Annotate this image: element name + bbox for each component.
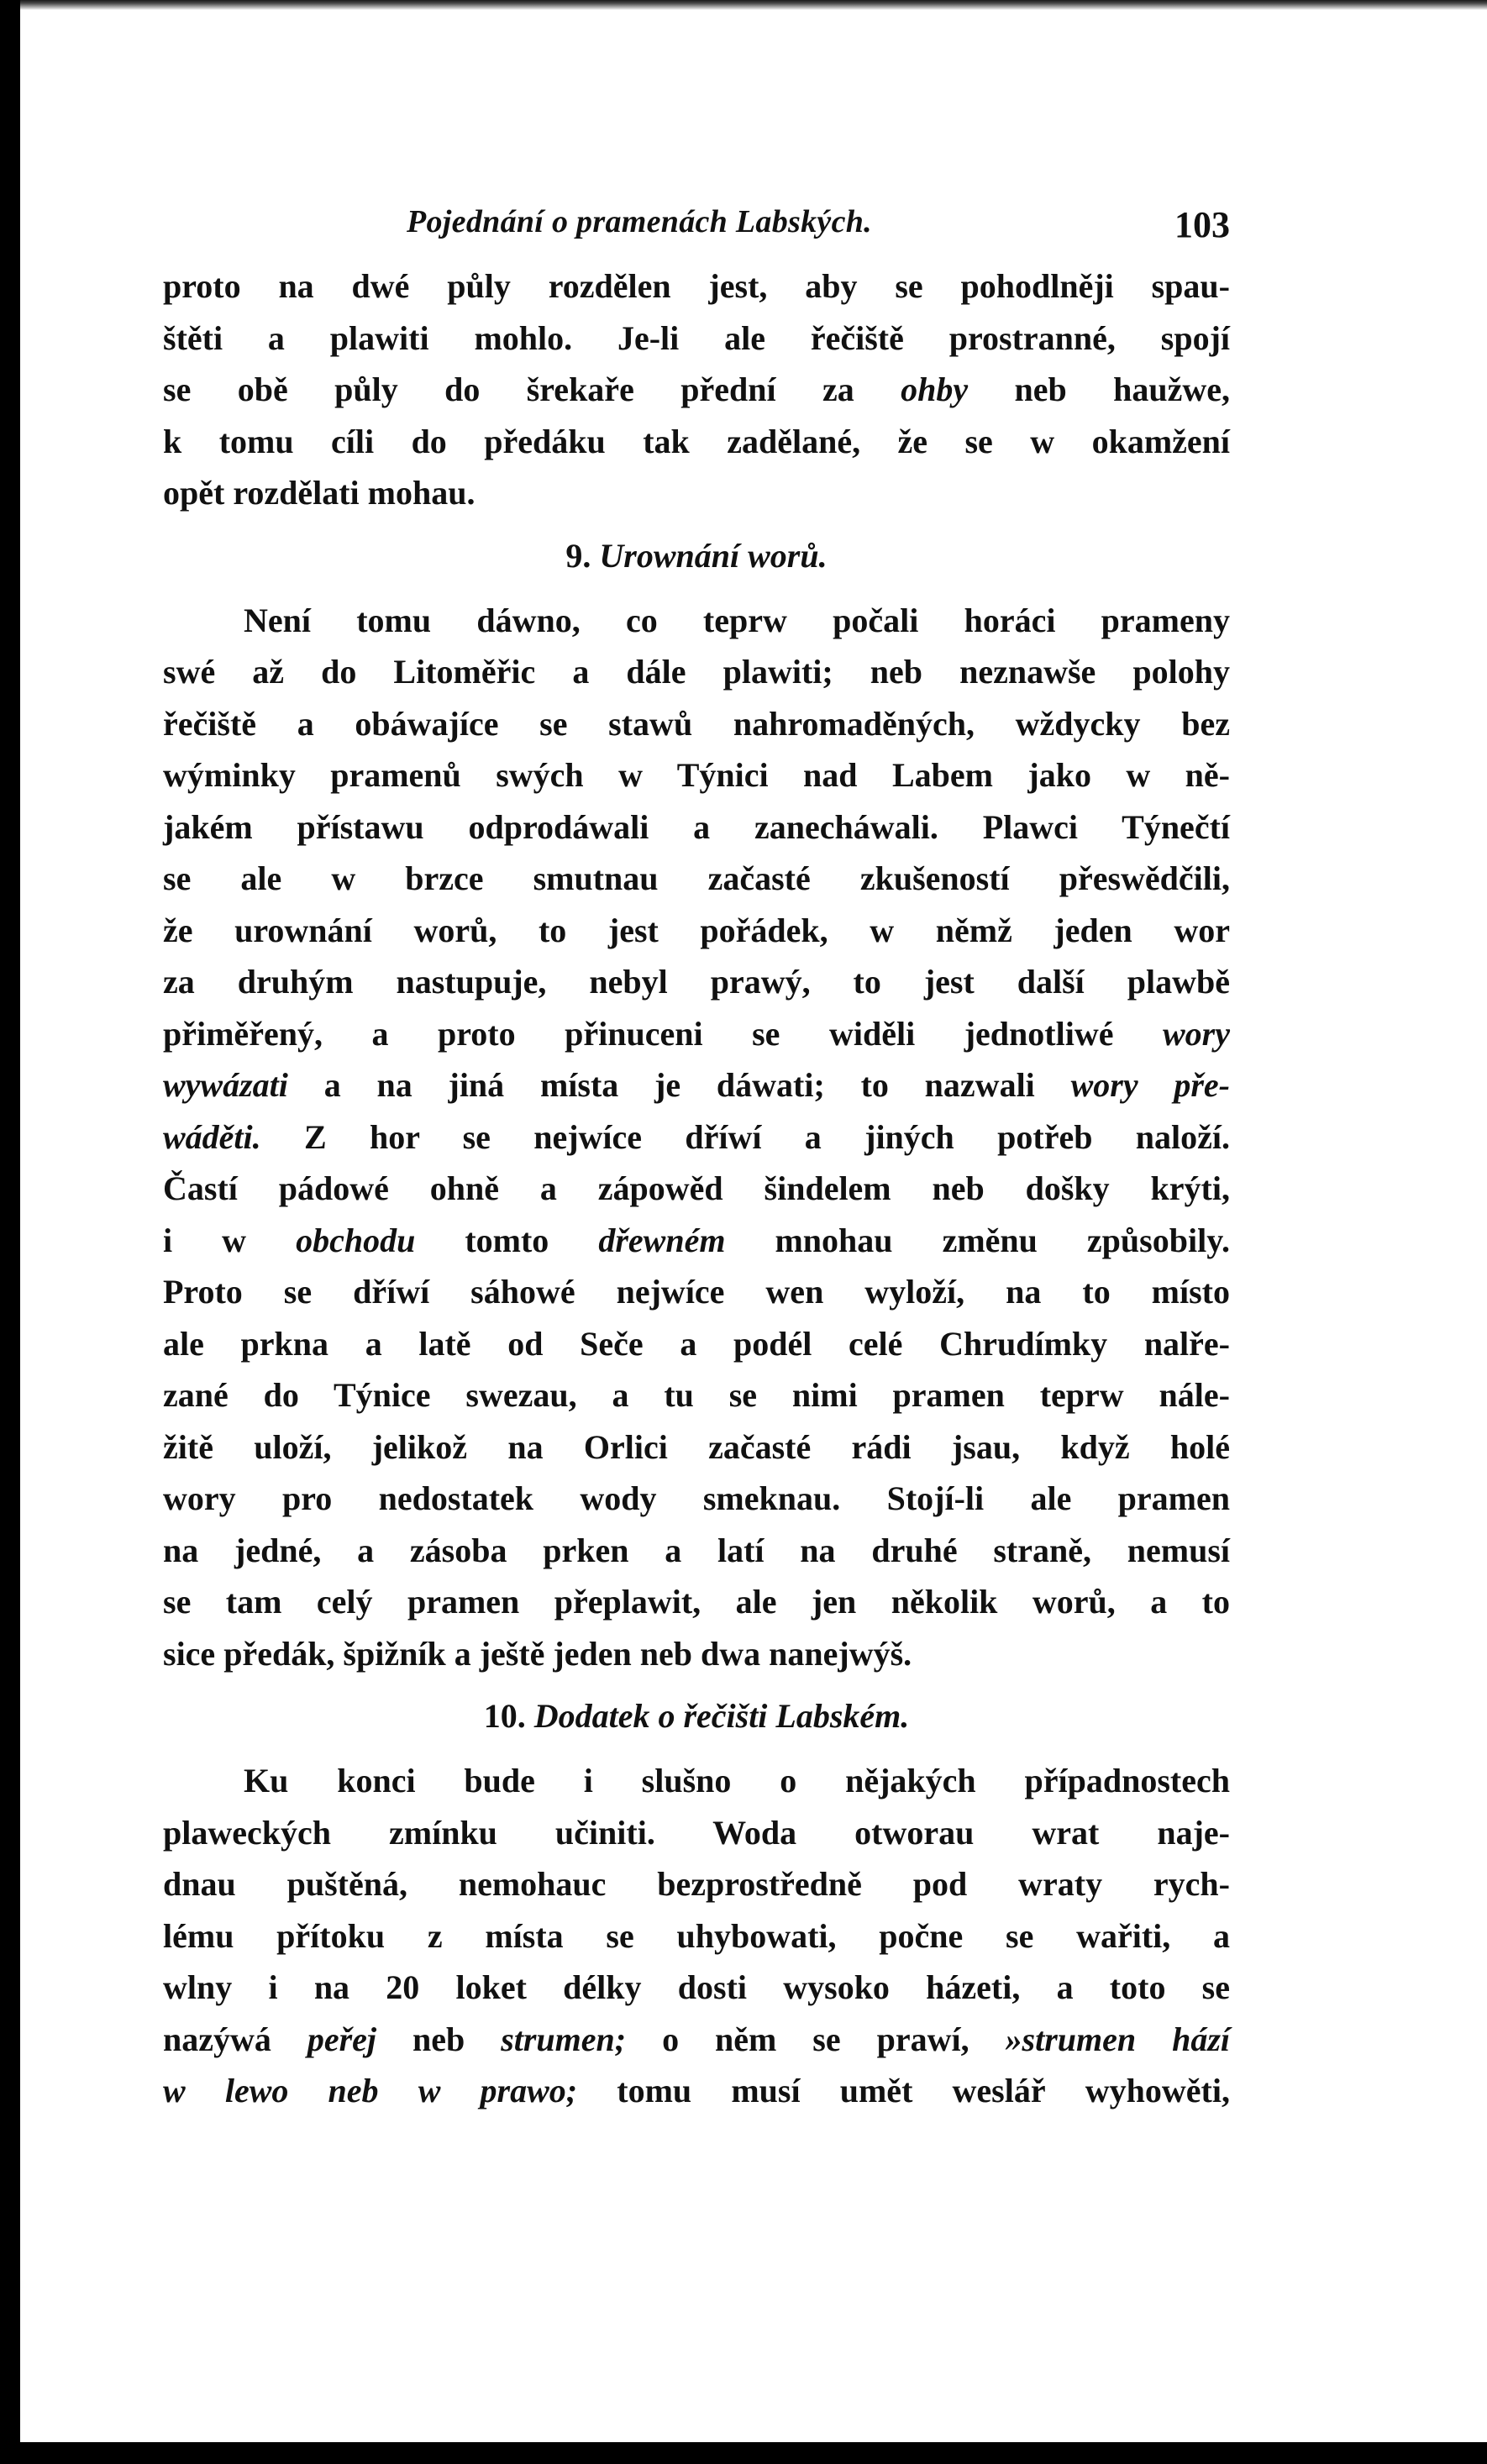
scan-top-edge: [0, 0, 1487, 10]
italic-term: wywázati: [163, 1066, 288, 1104]
italic-term: w lewo neb w prawo;: [163, 2072, 578, 2109]
text-line: plaweckých zmínku učiniti. Woda otworau wrat naje-: [163, 1813, 1230, 1852]
text-line: jakém přístawu odprodáwali a zanecháwali. Plawci Týnečtí: [163, 807, 1230, 846]
book-page: [163, 185, 1230, 2117]
section-number: 10.: [483, 1697, 526, 1735]
section-title: Urownání worů.: [599, 536, 828, 575]
text-line: wlny i na 20 loket délky dosti wysoko házeti, a toto se: [163, 1968, 1230, 2006]
text-line: ale prkna a latě od Seče a podél celé Chrudímky nalře-: [163, 1324, 1230, 1363]
text-line: lému přítoku z místa se uhybowati, počne se wařiti, a: [163, 1916, 1230, 1955]
text-line: žitě uloží, jelikož na Orlici začasté rádi jsau, když holé: [163, 1427, 1230, 1466]
text-line: zané do Týnice swezau, a tu se nimi pramen teprw nále-: [163, 1376, 1230, 1414]
text-line: se ale w brzce smutnau začasté zkušeností přeswědčili,: [163, 859, 1230, 897]
italic-term: obchodu: [296, 1221, 416, 1259]
text-line: dnau puštěná, nemohauc bezprostředně pod wraty rych-: [163, 1865, 1230, 1903]
text-line: Ku konci bude i slušno o nějakých případnostech: [244, 1762, 1230, 1799]
text-line: proto na dwé půly rozdělen jest, aby se pohodlněji spau-: [163, 267, 1230, 305]
text-line: Není tomu dáwno, co teprw počali horáci prameny: [244, 601, 1230, 639]
text-line: opět rozdělati mohau.: [163, 474, 476, 512]
text-line: se tam celý pramen přeplawit, ale jen několik worů, a to: [163, 1583, 1230, 1621]
italic-term: wáděti.: [163, 1117, 261, 1156]
italic-term: peřej: [307, 2020, 377, 2058]
italic-term: wory pře-: [1070, 1066, 1230, 1104]
italic-term: dřewném: [598, 1221, 726, 1259]
scan-bottom-border: [0, 2442, 1487, 2464]
text-line: že urownání worů, to jest pořádek, w němž jeden wor: [163, 911, 1230, 949]
text-line: wýminky pramenů swých w Týnici nad Labem jako w ně-: [163, 756, 1230, 794]
paragraph-1: [163, 260, 1230, 519]
text-line: štěti a plawiti mohlo. Je-li ale řečiště prostranné, spojí: [163, 318, 1230, 357]
italic-term: wory: [1163, 1014, 1230, 1053]
text-line: wywázati a na jiná místa je dáwati; to nazwali wory pře-: [163, 1066, 1230, 1104]
text-line: Proto se dříwí sáhowé nejwíce wen wyloží, na to místo: [163, 1273, 1230, 1311]
section-title: Dodatek o řečišti Labském.: [533, 1697, 910, 1735]
text-line: k tomu cíli do předáku tak zadělané, že se w okamžení: [163, 422, 1230, 460]
running-head: [163, 185, 1230, 260]
page-number: 103: [1174, 204, 1230, 245]
italic-term: ohby: [901, 370, 969, 408]
scan-left-border: [0, 0, 20, 2464]
italic-term: strumen;: [501, 2020, 627, 2058]
text-line: za druhým nastupuje, nebyl prawý, to jest další plawbě: [163, 963, 1230, 1001]
italic-term: »strumen hází: [1005, 2020, 1231, 2058]
paragraph-2: [163, 595, 1230, 1680]
paragraph-3: [163, 1755, 1230, 2117]
text-line: sice předák, špižník a ještě jeden neb dwa nanejwýš.: [163, 1634, 912, 1673]
section-number: 9.: [565, 536, 591, 575]
text-line: wory pro nedostatek wody smeknau. Stojí-li ale pramen: [163, 1479, 1230, 1517]
text-line: i w obchodu tomto dřewném mnohau změnu způsobily.: [163, 1221, 1230, 1259]
section-heading-10: [163, 1684, 1230, 1748]
text-line: w lewo neb w prawo; tomu musí umět weslář wyhowěti,: [163, 2072, 1230, 2109]
text-line: na jedné, a zásoba prken a latí na druhé straně, nemusí: [163, 1531, 1230, 1569]
text-line: swé až do Litoměřic a dále plawiti; neb neznawše polohy: [163, 653, 1230, 691]
text-line: přiměřený, a proto přinuceni se widěli jednotliwé wory: [163, 1014, 1230, 1053]
text-line: wáděti. Z hor se nejwíce dříwí a jiných potřeb naloží.: [163, 1117, 1230, 1156]
text-line: nazýwá peřej neb strumen; o něm se prawí, »strumen hází: [163, 2020, 1231, 2058]
text-line: řečiště a obáwajíce se stawů nahromaděných, wždycky bez: [163, 704, 1230, 743]
text-line: se obě půly do šrekaře přední za ohby neb haužwe,: [163, 370, 1230, 408]
section-heading-9: [163, 524, 1230, 588]
running-title: Pojednání o pramenách Labských.: [407, 204, 872, 239]
text-line: Častí pádowé ohně a zápowěd šindelem neb došky krýti,: [163, 1169, 1230, 1207]
